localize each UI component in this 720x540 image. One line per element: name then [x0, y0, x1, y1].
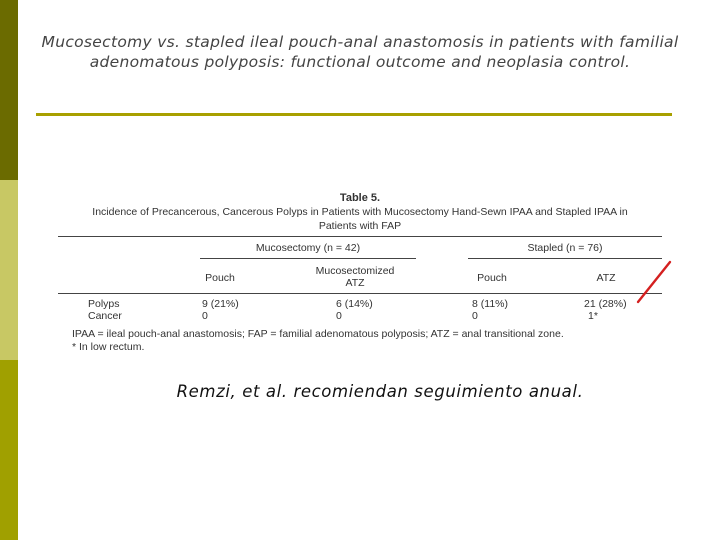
table-footnote-abbrev: IPAA = ileal pouch-anal anastomosis; FAP = familial adenomatous polyposis; ATZ = anal transitional zone. [72, 328, 564, 340]
col-header-pouch-1: Pouch [205, 272, 235, 284]
table-caption-line2: Patients with FAP [318, 220, 402, 232]
red-pen-mark [632, 258, 678, 308]
cell-polyps-atz-2: 21 (28%) [584, 298, 627, 310]
col-header-mucosectomized-line2: ATZ [345, 277, 365, 289]
cell-cancer-atz-2: 1* [588, 310, 598, 322]
title-divider [36, 113, 672, 116]
table-figure [58, 192, 662, 353]
cell-cancer-pouch-1: 0 [202, 310, 208, 322]
group-header-stapled: Stapled (n = 76) [527, 242, 603, 254]
cell-cancer-atz-1: 0 [336, 310, 342, 322]
slide-footer-note: Remzi, et al. recomiendan seguimiento anual. [176, 382, 584, 401]
header-bottom-rule [58, 293, 662, 294]
group-header-mucosectomy: Mucosectomy (n = 42) [255, 242, 361, 254]
row-label-polyps: Polyps [88, 298, 120, 310]
table-footnote-low-rectum: * In low rectum. [72, 341, 145, 353]
table-top-rule [58, 236, 662, 237]
cell-polyps-pouch-1: 9 (21%) [202, 298, 239, 310]
group-rule-mucosectomy [200, 258, 416, 259]
red-pen-stroke [638, 262, 670, 302]
cell-polyps-atz-1: 6 (14%) [336, 298, 373, 310]
cell-cancer-pouch-2: 0 [472, 310, 478, 322]
cell-polyps-pouch-2: 8 (11%) [472, 298, 508, 310]
slide-title: Mucosectomy vs. stapled ileal pouch-anal anastomosis in patients with familial adenomatous polyposis: functional outcome and neoplasia control. [41, 33, 679, 71]
row-label-cancer: Cancer [88, 310, 122, 322]
col-header-atz: ATZ [596, 272, 616, 284]
col-header-pouch-2: Pouch [477, 272, 507, 284]
col-header-mucosectomized-line1: Mucosectomized [315, 265, 395, 277]
accent-bar-middle [0, 180, 18, 360]
table-label: Table 5. [339, 192, 381, 204]
accent-bar-top [0, 0, 18, 180]
table-caption-line1: Incidence of Precancerous, Cancerous Polyps in Patients with Mucosectomy Hand-Sewn IPAA and Stapled IPAA in [92, 206, 628, 218]
